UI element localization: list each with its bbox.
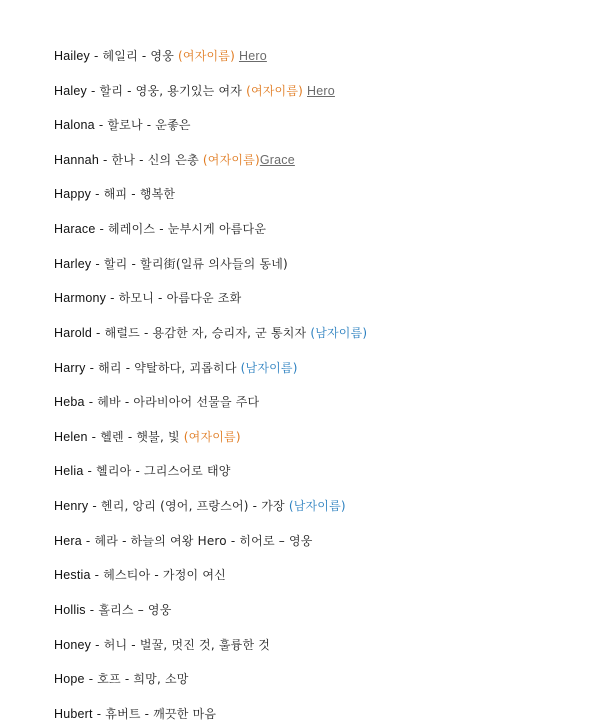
entry-description: - 헬리아 - 그리스어로 태양 — [83, 464, 231, 478]
entry-name: Harry — [54, 361, 86, 375]
name-entry — [54, 671, 189, 687]
entry-name: Honey — [54, 638, 92, 652]
name-entry — [54, 221, 266, 237]
meaning-link[interactable]: Hero — [238, 49, 267, 63]
name-entry — [54, 360, 298, 376]
entry-name: Hubert — [54, 707, 93, 721]
female-name-tag: (여자이름) — [178, 49, 235, 63]
male-name-tag: (남자이름) — [288, 499, 346, 513]
entry-name: Hollis — [54, 603, 86, 617]
entry-name: Hannah — [54, 153, 99, 167]
name-entry — [54, 637, 270, 653]
meaning-link[interactable]: Grace — [259, 153, 295, 167]
female-name-tag: (여자이름) — [246, 84, 304, 98]
entry-name: Heba — [54, 395, 85, 409]
entry-name: Harold — [54, 326, 93, 340]
entry-name: Harley — [54, 257, 92, 271]
name-entry — [54, 290, 241, 306]
name-entry — [54, 152, 295, 168]
entry-name: Haley — [54, 84, 87, 98]
entry-name: Hestia — [54, 568, 91, 582]
entry-name: Harmony — [54, 291, 107, 305]
name-entry — [54, 117, 191, 133]
female-name-tag: (여자이름) — [183, 430, 241, 444]
entry-name: Halona — [54, 118, 95, 132]
entry-name: Hera — [54, 534, 82, 548]
entry-description: - 헨리, 앙리 (영어, 프랑스어) - 가장 — [88, 499, 289, 513]
meaning-link[interactable]: Hero — [307, 84, 335, 98]
entry-name: Hope — [54, 672, 85, 686]
name-entry — [54, 567, 226, 583]
entry-name: Hailey — [54, 49, 90, 63]
entry-description: - 호프 - 희망, 소망 — [84, 672, 189, 686]
entry-description: - 헤레이스 - 눈부시게 아름다운 — [95, 222, 267, 236]
entry-description: - 할리 - 할리街(일류 의사들의 동네) — [91, 257, 288, 271]
entry-name: Harace — [54, 222, 96, 236]
name-entry — [54, 48, 267, 64]
name-entry — [54, 186, 175, 202]
entry-description: - 할리 - 영웅, 용기있는 여자 — [86, 84, 247, 98]
name-entry — [54, 429, 241, 445]
entry-name: Helia — [54, 464, 84, 478]
entry-description: - 헤바 - 아라비아어 선물을 주다 — [84, 395, 260, 409]
entry-description: - 헤스티아 - 가정이 여신 — [90, 568, 226, 582]
entry-description: - 하모니 - 아름다운 조화 — [106, 291, 242, 305]
name-entry — [54, 706, 216, 722]
male-name-tag: (남자이름) — [310, 326, 368, 340]
entry-name: Henry — [54, 499, 89, 513]
entry-description: - 휴버트 - 깨끗한 마음 — [92, 707, 217, 721]
entry-description: - 홀리스 – 영웅 — [85, 603, 172, 617]
name-entry — [54, 602, 172, 618]
name-entry — [54, 498, 346, 514]
entry-description: - 해리 - 약탈하다, 괴롭히다 — [85, 361, 241, 375]
entry-description: - 헬렌 - 햇불, 빛 — [87, 430, 184, 444]
entry-description: - 해피 - 행복한 — [91, 187, 176, 201]
entry-description: - 헤일리 - 영웅 — [89, 49, 179, 63]
name-entry — [54, 325, 367, 341]
female-name-tag: (여자이름) — [202, 153, 260, 167]
entry-name: Helen — [54, 430, 88, 444]
entry-description: - 해럴드 - 용감한 자, 승리자, 군 통치자 — [92, 326, 311, 340]
name-entry — [54, 533, 313, 549]
entry-name: Happy — [54, 187, 92, 201]
name-entry — [54, 463, 231, 479]
entry-description: - 허니 - 벌꿀, 멋진 것, 훌륭한 것 — [91, 638, 271, 652]
entry-description: - 할로나 - 운좋은 — [94, 118, 191, 132]
name-entry — [54, 256, 288, 272]
name-entry — [54, 394, 259, 410]
male-name-tag: (남자이름) — [240, 361, 298, 375]
entry-description: - 한나 - 신의 은총 — [99, 153, 203, 167]
entry-description: - 헤라 - 하늘의 여왕 Hero - 히어로 – 영웅 — [81, 534, 313, 548]
name-entry — [54, 83, 335, 99]
